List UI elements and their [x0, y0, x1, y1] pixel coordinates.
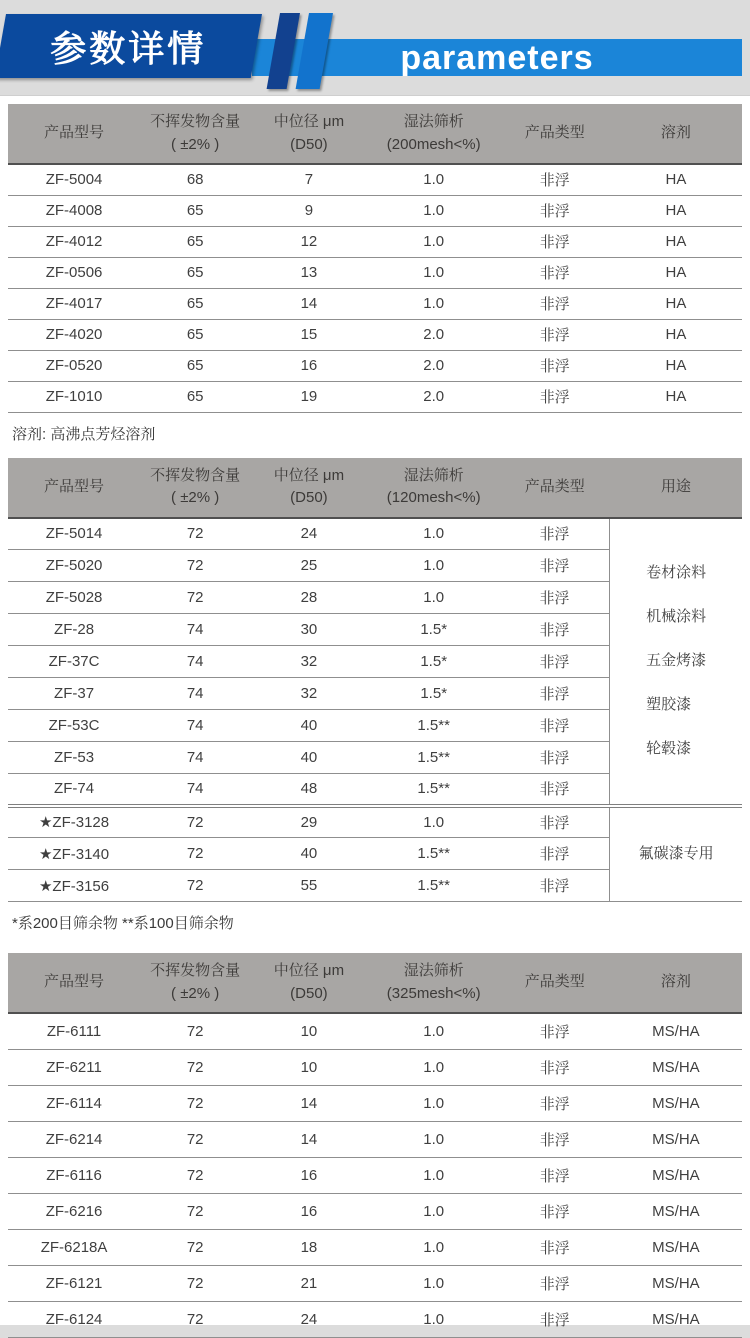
column-header-line: 不挥发物含量 [150, 466, 241, 484]
table-cell: 72 [140, 550, 250, 582]
table-cell: 非浮 [500, 614, 610, 646]
table-cell: 13 [250, 257, 367, 288]
table-cell: HA [610, 195, 742, 226]
table-cell: 28 [250, 582, 367, 614]
table-row [8, 1301, 742, 1337]
table-cell: 非浮 [500, 1265, 610, 1301]
table-cell: HA [610, 381, 742, 412]
table-cell: 16 [250, 1157, 367, 1193]
table-cell: 2.0 [368, 319, 500, 350]
table-cell: MS/HA [610, 1085, 742, 1121]
table-cell: 74 [140, 710, 250, 742]
table-cell: ZF-6211 [8, 1049, 140, 1085]
table-row [8, 195, 742, 226]
table-cell: 72 [140, 1049, 250, 1085]
table-cell: 55 [250, 870, 367, 902]
table-cell: ZF-0520 [8, 350, 140, 381]
table-cell: 19 [250, 381, 367, 412]
table-cell: 72 [140, 1013, 250, 1049]
table-row [8, 1049, 742, 1085]
table-cell: 非浮 [500, 1229, 610, 1265]
table2-note: *系200目筛余物 **系100目筛余物 [12, 915, 234, 932]
purpose-item: 机械涂料 [646, 608, 707, 625]
table-cell: ZF-6111 [8, 1013, 140, 1049]
purpose-list [639, 832, 714, 876]
table-cell: ZF-6116 [8, 1157, 140, 1193]
table-cell: MS/HA [610, 1229, 742, 1265]
table-cell: ZF-1010 [8, 381, 140, 412]
column-header [250, 458, 367, 518]
column-header-line: 用途 [660, 477, 691, 495]
page-title: 参数详情 [50, 27, 207, 69]
table-row [8, 164, 742, 195]
table-cell: 非浮 [500, 1157, 610, 1193]
table-cell: 72 [140, 1085, 250, 1121]
table-cell: HA [610, 319, 742, 350]
table-cell: 非浮 [500, 1193, 610, 1229]
table-cell: 非浮 [500, 582, 610, 614]
table-cell: 非浮 [500, 350, 610, 381]
table-cell: ★ZF-3140 [8, 838, 140, 870]
table-cell: 1.0 [368, 257, 500, 288]
table-cell: ZF-28 [8, 614, 140, 646]
solvent-msha-table [8, 953, 742, 1338]
purpose-item: 氟碳漆专用 [638, 845, 714, 863]
column-header [368, 953, 500, 1013]
table-cell: ★ZF-3156 [8, 870, 140, 902]
table-cell: 1.5** [368, 774, 500, 806]
table-cell: 非浮 [500, 1301, 610, 1337]
table-cell: 非浮 [500, 806, 610, 838]
table-row [8, 319, 742, 350]
table-cell: 74 [140, 646, 250, 678]
table-cell: 65 [140, 288, 250, 319]
table-cell: 1.0 [368, 226, 500, 257]
header-row [8, 458, 742, 518]
page-subtitle: parameters [400, 38, 594, 77]
table-head [8, 953, 742, 1013]
table-cell: ZF-37C [8, 646, 140, 678]
purpose-item: 塑胶漆 [646, 696, 692, 713]
table-cell: 1.0 [368, 164, 500, 195]
table-cell: 非浮 [500, 226, 610, 257]
table1-note: 溶剂: 高沸点芳烃溶剂 [12, 425, 156, 443]
table-cell: 72 [140, 1265, 250, 1301]
table-cell: 40 [250, 742, 367, 774]
table-cell: 10 [250, 1013, 367, 1049]
table-cell: ZF-0506 [8, 257, 140, 288]
column-header-line: 产品型号 [44, 973, 105, 991]
solvent-ha-table [8, 104, 742, 413]
column-header-line: 产品类型 [524, 124, 585, 142]
table-cell: 1.0 [368, 288, 500, 319]
table-cell: 21 [250, 1265, 367, 1301]
table-cell: 2.0 [368, 381, 500, 412]
table-cell: 1.0 [368, 806, 500, 838]
column-header [368, 458, 500, 518]
column-header-line: (200mesh<%) [386, 135, 481, 153]
column-header [500, 458, 610, 518]
table-cell: 非浮 [500, 518, 610, 550]
column-header [8, 458, 140, 518]
table-head [8, 104, 742, 164]
table-cell: 15 [250, 319, 367, 350]
table-cell: 74 [140, 678, 250, 710]
table-cell: 72 [140, 518, 250, 550]
table-cell: MS/HA [610, 1301, 742, 1337]
table-cell: 29 [250, 806, 367, 838]
table-cell: 1.0 [368, 1121, 500, 1157]
column-header [8, 104, 140, 164]
column-header-line: ( ±2% ) [171, 135, 220, 153]
table-cell: ZF-5004 [8, 164, 140, 195]
purpose-item: 轮毂漆 [646, 740, 692, 757]
table-row [8, 1157, 742, 1193]
table-body [8, 518, 742, 902]
column-header [610, 104, 742, 164]
table-cell: 72 [140, 1121, 250, 1157]
table-cell: 72 [140, 838, 250, 870]
table-cell: 1.0 [368, 518, 500, 550]
table-cell: 16 [250, 350, 367, 381]
table-cell: 72 [140, 870, 250, 902]
table-cell: 18 [250, 1229, 367, 1265]
table-cell: ZF-4017 [8, 288, 140, 319]
table-cell: 1.0 [368, 1157, 500, 1193]
table-cell: MS/HA [610, 1193, 742, 1229]
table-cell: 1.0 [368, 1049, 500, 1085]
table-row [8, 381, 742, 412]
table-row [8, 1121, 742, 1157]
column-header [500, 104, 610, 164]
table-cell: ZF-53 [8, 742, 140, 774]
table-cell: ZF-4020 [8, 319, 140, 350]
table-cell: 72 [140, 1229, 250, 1265]
table-cell: ZF-5020 [8, 550, 140, 582]
table-cell: 非浮 [500, 870, 610, 902]
column-header-line: 湿法筛析 [403, 466, 464, 484]
column-header-line: 不挥发物含量 [150, 113, 241, 130]
table-cell: 非浮 [500, 710, 610, 742]
column-header-line: 中位径 μm [273, 113, 345, 130]
table-cell: 1.5** [368, 710, 500, 742]
table-cell: 7 [250, 164, 367, 195]
table-cell: HA [610, 350, 742, 381]
table-cell: 1.5** [368, 870, 500, 902]
header-row [8, 104, 742, 164]
table-cell: 32 [250, 678, 367, 710]
table-cell: ZF-6218A [8, 1229, 140, 1265]
table-cell: 65 [140, 195, 250, 226]
column-header-line: 中位径 μm [273, 962, 345, 979]
column-header-line: 溶剂 [660, 973, 691, 991]
table-row [8, 1265, 742, 1301]
page-banner [0, 0, 750, 95]
table-cell: MS/HA [610, 1157, 742, 1193]
table-cell: 1.0 [368, 1013, 500, 1049]
table-cell: 1.0 [368, 1229, 500, 1265]
column-header-line: 湿法筛析 [403, 113, 464, 130]
table-cell: 10 [250, 1049, 367, 1085]
column-header-line: (D50) [290, 135, 328, 153]
column-header-line: 溶剂 [660, 124, 691, 142]
purpose-list [646, 551, 706, 771]
column-header-line: ( ±2% ) [171, 489, 220, 506]
table-row [8, 288, 742, 319]
table-cell: ZF-53C [8, 710, 140, 742]
table-cell: 65 [140, 350, 250, 381]
table-cell: 非浮 [500, 838, 610, 870]
usage-table [8, 458, 742, 903]
table-cell: 24 [250, 518, 367, 550]
column-header-line: 湿法筛析 [403, 962, 464, 979]
table-row [8, 806, 742, 838]
table-row [8, 518, 742, 550]
table-cell: ZF-4008 [8, 195, 140, 226]
table-row [8, 1229, 742, 1265]
table-cell: ZF-6114 [8, 1085, 140, 1121]
table-cell: 非浮 [500, 288, 610, 319]
table-cell: 72 [140, 1301, 250, 1337]
table-cell: HA [610, 257, 742, 288]
table-cell: ZF-4012 [8, 226, 140, 257]
table-cell: 非浮 [500, 678, 610, 710]
table-cell: 14 [250, 1121, 367, 1157]
table-cell: 1.0 [368, 1085, 500, 1121]
table-cell: ZF-74 [8, 774, 140, 806]
table-cell: HA [610, 288, 742, 319]
table-cell: ZF-6216 [8, 1193, 140, 1229]
table-cell: 74 [140, 742, 250, 774]
table-cell: 9 [250, 195, 367, 226]
table-cell: 74 [140, 774, 250, 806]
table-cell: 40 [250, 710, 367, 742]
table-cell: 24 [250, 1301, 367, 1337]
table-cell: 非浮 [500, 381, 610, 412]
table-cell: 1.5* [368, 678, 500, 710]
column-header [8, 953, 140, 1013]
table-cell: 65 [140, 381, 250, 412]
table-cell: 非浮 [500, 550, 610, 582]
table-cell: 65 [140, 257, 250, 288]
column-header-line: (D50) [290, 489, 328, 506]
header-row [8, 953, 742, 1013]
table-cell: 1.0 [368, 582, 500, 614]
table-row [8, 257, 742, 288]
table-cell: 12 [250, 226, 367, 257]
purpose-cell [610, 518, 742, 806]
table-cell: 非浮 [500, 1013, 610, 1049]
table-cell: ★ZF-3128 [8, 806, 140, 838]
column-header-line: 不挥发物含量 [150, 962, 241, 979]
table-cell: 非浮 [500, 1121, 610, 1157]
table-cell: 48 [250, 774, 367, 806]
table-cell: 非浮 [500, 646, 610, 678]
column-header [250, 104, 367, 164]
purpose-cell [610, 806, 742, 902]
purpose-item: 五金烤漆 [646, 652, 707, 669]
column-header [140, 953, 250, 1013]
table-cell: ZF-5028 [8, 582, 140, 614]
table-cell: 1.0 [368, 550, 500, 582]
table-cell: ZF-6124 [8, 1301, 140, 1337]
content-area [0, 95, 750, 1329]
column-header-line: (120mesh<%) [386, 489, 481, 506]
table-cell: ZF-6214 [8, 1121, 140, 1157]
table-cell: 1.0 [368, 1301, 500, 1337]
column-header [250, 953, 367, 1013]
table-cell: MS/HA [610, 1013, 742, 1049]
column-header [140, 458, 250, 518]
table-cell: 72 [140, 1193, 250, 1229]
table-cell: 非浮 [500, 774, 610, 806]
column-header [610, 953, 742, 1013]
table-row [8, 226, 742, 257]
table-row [8, 350, 742, 381]
table-cell: 非浮 [500, 1085, 610, 1121]
table-cell: 68 [140, 164, 250, 195]
table-cell: 1.5* [368, 614, 500, 646]
column-header-line: 产品型号 [44, 124, 105, 142]
column-header-line: 中位径 μm [273, 466, 345, 484]
table-head [8, 458, 742, 518]
table-cell: 2.0 [368, 350, 500, 381]
table-body [8, 164, 742, 412]
column-header [368, 104, 500, 164]
table-cell: 72 [140, 806, 250, 838]
table-cell: HA [610, 226, 742, 257]
table-cell: 非浮 [500, 319, 610, 350]
table-cell: 14 [250, 1085, 367, 1121]
table-cell: 72 [140, 582, 250, 614]
table-cell: ZF-5014 [8, 518, 140, 550]
table-cell: 1.0 [368, 1193, 500, 1229]
table-cell: ZF-37 [8, 678, 140, 710]
table-cell: 1.0 [368, 1265, 500, 1301]
column-header-line: (D50) [290, 984, 328, 1002]
column-header-line: 产品类型 [524, 973, 585, 991]
table-cell: 30 [250, 614, 367, 646]
table-cell: 25 [250, 550, 367, 582]
table-cell: 非浮 [500, 742, 610, 774]
purpose-item: 卷材涂料 [646, 564, 707, 581]
column-header-line: ( ±2% ) [171, 984, 220, 1002]
table-cell: MS/HA [610, 1049, 742, 1085]
table-cell: MS/HA [610, 1121, 742, 1157]
table-row [8, 1085, 742, 1121]
table-cell: 非浮 [500, 1049, 610, 1085]
table-cell: 非浮 [500, 195, 610, 226]
column-header [610, 458, 742, 518]
column-header-line: 产品型号 [44, 477, 105, 495]
table-row [8, 1193, 742, 1229]
column-header-line: 产品类型 [524, 477, 585, 495]
table-cell: 74 [140, 614, 250, 646]
table-cell: HA [610, 164, 742, 195]
table-cell: 1.5** [368, 742, 500, 774]
table-cell: 32 [250, 646, 367, 678]
column-header-line: (325mesh<%) [386, 984, 481, 1002]
table-row [8, 1013, 742, 1049]
table-cell: 非浮 [500, 164, 610, 195]
table-cell: ZF-6121 [8, 1265, 140, 1301]
table-cell: 非浮 [500, 257, 610, 288]
column-header [500, 953, 610, 1013]
table-cell: 65 [140, 226, 250, 257]
column-header [140, 104, 250, 164]
table-cell: 72 [140, 1157, 250, 1193]
table-cell: MS/HA [610, 1265, 742, 1301]
table-cell: 14 [250, 288, 367, 319]
table-cell: 1.0 [368, 195, 500, 226]
table-cell: 16 [250, 1193, 367, 1229]
table-cell: 1.5* [368, 646, 500, 678]
banner-title-block [0, 14, 262, 78]
table-cell: 1.5** [368, 838, 500, 870]
table-cell: 40 [250, 838, 367, 870]
table-cell: 65 [140, 319, 250, 350]
table-body [8, 1013, 742, 1337]
